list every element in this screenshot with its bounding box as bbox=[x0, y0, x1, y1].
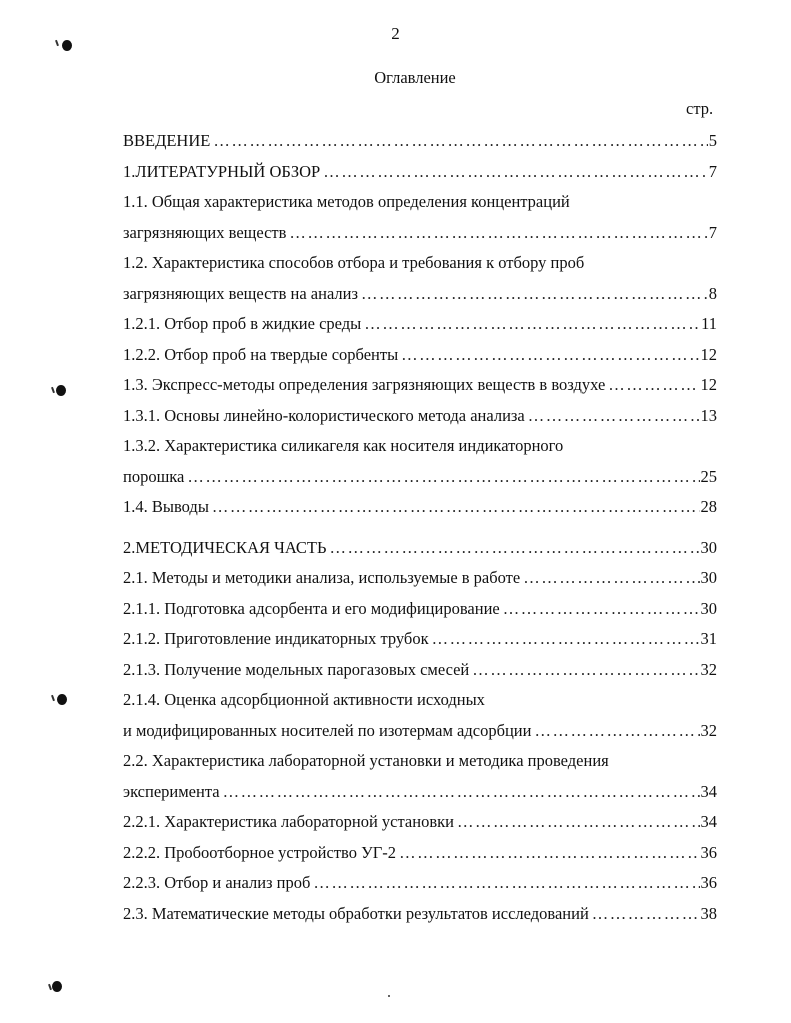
scan-artifact bbox=[51, 387, 55, 393]
toc-entry bbox=[123, 748, 717, 779]
toc-entry-row bbox=[123, 250, 717, 276]
binder-hole-mark-icon bbox=[56, 385, 66, 396]
toc-entry-title: 1.2.1. Отбор проб в жидкие среды bbox=[123, 311, 364, 337]
toc-entry-page-number: 28 bbox=[700, 494, 718, 520]
dot-leader bbox=[399, 840, 699, 866]
toc-entry bbox=[123, 870, 717, 901]
toc-entry-title: 1.4. Выводы bbox=[123, 494, 212, 520]
toc-entry-row bbox=[123, 189, 717, 215]
toc-entry-row bbox=[123, 494, 717, 520]
toc-entry-page-number: 7 bbox=[708, 159, 717, 185]
toc-entry-row bbox=[123, 342, 717, 368]
toc-entry bbox=[123, 596, 717, 627]
toc-entry-row bbox=[123, 748, 717, 774]
toc-entry-page-number: 25 bbox=[700, 464, 718, 490]
scan-artifact bbox=[51, 695, 55, 701]
toc-entry-row bbox=[123, 657, 717, 683]
toc-entry bbox=[123, 657, 717, 688]
toc-entry bbox=[123, 687, 717, 718]
toc-entry-title: 1.ЛИТЕРАТУРНЫЙ ОБЗОР bbox=[123, 159, 323, 185]
toc-entry-title: загрязняющих веществ на анализ bbox=[123, 281, 361, 307]
toc-entry-page-number: 32 bbox=[700, 657, 718, 683]
toc-entry bbox=[123, 372, 717, 403]
toc-entry-title: загрязняющих веществ bbox=[123, 220, 289, 246]
toc-entry-row bbox=[123, 464, 717, 490]
toc-entry-title: 2.2.1. Характеристика лабораторной установки bbox=[123, 809, 457, 835]
toc-entry bbox=[123, 809, 717, 840]
scan-speck bbox=[388, 995, 390, 997]
toc-entry-row bbox=[123, 311, 717, 337]
toc-entry-page-number: 30 bbox=[700, 535, 718, 561]
toc-entry-row bbox=[123, 535, 717, 561]
toc-entry bbox=[123, 250, 717, 281]
dot-leader bbox=[313, 870, 699, 896]
toc-entry-title: 1.3.1. Основы линейно-колористического метода анализа bbox=[123, 403, 528, 429]
toc-entry-title: 2.1. Методы и методики анализа, используемые в работе bbox=[123, 565, 523, 591]
table-of-contents bbox=[123, 128, 717, 931]
toc-entry-title: 2.1.3. Получение модельных парогазовых смесей bbox=[123, 657, 472, 683]
toc-entry-title: 1.3.2. Характеристика силикагеля как носителя индикаторного bbox=[123, 433, 566, 459]
toc-entry-title: 2.1.1. Подготовка адсорбента и его модифицирование bbox=[123, 596, 503, 622]
dot-leader bbox=[289, 220, 707, 246]
dot-leader bbox=[528, 403, 700, 429]
toc-entry-page-number: 36 bbox=[700, 870, 718, 896]
toc-entry-title: 1.1. Общая характеристика методов определения концентраций bbox=[123, 189, 573, 215]
toc-entry-row bbox=[123, 687, 717, 713]
toc-title: Оглавление bbox=[374, 68, 456, 87]
dot-leader bbox=[213, 128, 707, 154]
page-number: 2 bbox=[391, 24, 400, 43]
dot-leader bbox=[361, 281, 708, 307]
toc-entry bbox=[123, 718, 717, 749]
toc-entry bbox=[123, 128, 717, 159]
toc-entry-title: 2.2.2. Пробоотборное устройство УГ-2 bbox=[123, 840, 399, 866]
dot-leader bbox=[364, 311, 700, 337]
toc-entry-title: 1.2. Характеристика способов отбора и требования к отбору проб bbox=[123, 250, 587, 276]
dot-leader bbox=[432, 626, 700, 652]
toc-entry bbox=[123, 840, 717, 871]
toc-entry-title: 2.1.4. Оценка адсорбционной активности исходных bbox=[123, 687, 488, 713]
toc-entry bbox=[123, 281, 717, 312]
dot-leader bbox=[401, 342, 699, 368]
toc-entry-page-number: 31 bbox=[700, 626, 718, 652]
toc-entry-title: 2.2. Характеристика лабораторной установки и методика проведения bbox=[123, 748, 612, 774]
toc-entry-page-number: 30 bbox=[700, 565, 718, 591]
toc-entry-row bbox=[123, 565, 717, 591]
toc-entry-page-number: 8 bbox=[708, 281, 717, 307]
toc-entry bbox=[123, 433, 717, 464]
toc-entry-page-number: 36 bbox=[700, 840, 718, 866]
dot-leader bbox=[608, 372, 699, 398]
toc-entry-page-number: 7 bbox=[708, 220, 717, 246]
toc-entry-page-number: 5 bbox=[708, 128, 717, 154]
toc-entry-page-number: 11 bbox=[700, 311, 717, 337]
toc-entry bbox=[123, 403, 717, 434]
toc-entry bbox=[123, 535, 717, 566]
toc-entry-page-number: 12 bbox=[700, 342, 718, 368]
toc-entry bbox=[123, 311, 717, 342]
toc-entry-page-number: 30 bbox=[700, 596, 718, 622]
toc-entry bbox=[123, 464, 717, 495]
toc-entry-row bbox=[123, 372, 717, 398]
dot-leader bbox=[523, 565, 699, 591]
binder-hole-mark-icon bbox=[57, 694, 67, 705]
toc-entry-row bbox=[123, 718, 717, 744]
toc-entry-page-number: 13 bbox=[700, 403, 718, 429]
dot-leader bbox=[330, 535, 700, 561]
toc-entry-title: 2.2.3. Отбор и анализ проб bbox=[123, 870, 313, 896]
dot-leader bbox=[457, 809, 700, 835]
toc-entry-title: эксперимента bbox=[123, 779, 223, 805]
toc-entry-title: ВВЕДЕНИЕ bbox=[123, 128, 213, 154]
dot-leader bbox=[212, 494, 700, 520]
toc-entry-row bbox=[123, 779, 717, 805]
toc-entry-row bbox=[123, 128, 717, 154]
toc-entry-page-number: 38 bbox=[700, 901, 718, 927]
toc-entry bbox=[123, 901, 717, 932]
toc-entry-row bbox=[123, 403, 717, 429]
binder-hole-mark-icon bbox=[52, 981, 62, 992]
toc-entry-row bbox=[123, 809, 717, 835]
toc-entry-row bbox=[123, 281, 717, 307]
toc-entry-title: и модифицированных носителей по изотермам адсорбции bbox=[123, 718, 534, 744]
toc-entry bbox=[123, 159, 717, 190]
toc-entry-row bbox=[123, 596, 717, 622]
dot-leader bbox=[323, 159, 708, 185]
toc-entry bbox=[123, 189, 717, 220]
toc-entry-page-number: 32 bbox=[700, 718, 718, 744]
toc-entry-row bbox=[123, 433, 717, 459]
toc-entry-row bbox=[123, 220, 717, 246]
dot-leader bbox=[472, 657, 699, 683]
toc-entry bbox=[123, 342, 717, 373]
dot-leader bbox=[534, 718, 699, 744]
toc-entry-title: 1.2.2. Отбор проб на твердые сорбенты bbox=[123, 342, 401, 368]
toc-entry-title: 1.3. Экспресс-методы определения загрязняющих веществ в воздухе bbox=[123, 372, 608, 398]
dot-leader bbox=[592, 901, 700, 927]
dot-leader bbox=[223, 779, 700, 805]
dot-leader bbox=[187, 464, 699, 490]
toc-entry-row bbox=[123, 626, 717, 652]
toc-entry bbox=[123, 626, 717, 657]
toc-entry bbox=[123, 220, 717, 251]
toc-entry-page-number: 34 bbox=[700, 809, 718, 835]
toc-entry-row bbox=[123, 901, 717, 927]
toc-entry-row bbox=[123, 159, 717, 185]
toc-entry-title: 2.3. Математические методы обработки результатов исследований bbox=[123, 901, 592, 927]
toc-entry bbox=[123, 494, 717, 525]
page-column-label: стр. bbox=[686, 99, 714, 118]
toc-entry-row bbox=[123, 870, 717, 896]
toc-entry-page-number: 12 bbox=[700, 372, 718, 398]
toc-entry-title: 2.1.2. Приготовление индикаторных трубок bbox=[123, 626, 432, 652]
toc-entry-title: порошка bbox=[123, 464, 187, 490]
dot-leader bbox=[503, 596, 700, 622]
toc-entry bbox=[123, 565, 717, 596]
toc-entry-page-number: 34 bbox=[700, 779, 718, 805]
toc-entry-title: 2.МЕТОДИЧЕСКАЯ ЧАСТЬ bbox=[123, 535, 330, 561]
toc-entry bbox=[123, 779, 717, 810]
toc-entry-row bbox=[123, 840, 717, 866]
